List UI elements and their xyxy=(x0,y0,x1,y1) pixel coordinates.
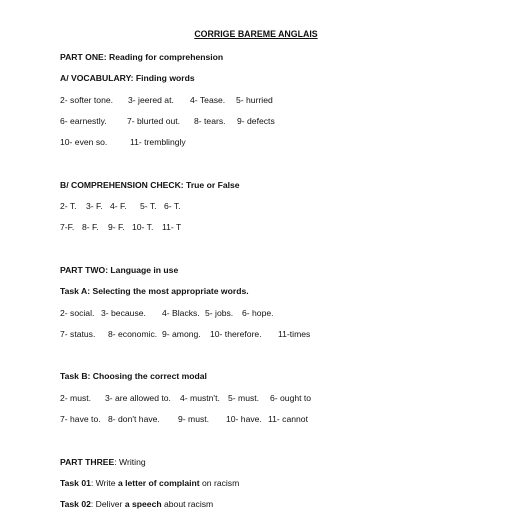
answer-item: 8- tears. xyxy=(194,116,226,126)
answer-item: 7-F. xyxy=(60,222,75,232)
task-02-label: Task 02 xyxy=(60,499,91,509)
answer-item: 9- defects xyxy=(237,116,275,126)
answer-item: 7- blurted out. xyxy=(127,116,181,126)
answer-item: 11- T xyxy=(162,222,182,232)
answer-item: 8- F. xyxy=(82,222,99,232)
answer-item: 2- must. xyxy=(60,393,92,403)
answer-item: 3- are allowed to. xyxy=(105,393,171,403)
answer-item: 10- have. xyxy=(226,414,262,424)
answer-item: 4- Tease. xyxy=(190,95,226,105)
task-02-emphasis: a speech xyxy=(124,499,162,509)
answer-item: 10- therefore. xyxy=(210,329,262,339)
task-01-label: Task 01 xyxy=(60,478,91,488)
answer-item: 5- hurried xyxy=(236,95,273,105)
part-three-subject: : Writing xyxy=(114,457,146,467)
answer-item: 10- even so. xyxy=(60,137,108,147)
part-two-heading: PART TWO: Language in use xyxy=(60,265,179,275)
answer-item: 5- jobs. xyxy=(205,308,234,318)
answer-item: 10- T. xyxy=(132,222,154,232)
answer-item: 9- among. xyxy=(162,329,201,339)
task-01-emphasis: a letter of complaint xyxy=(117,478,200,488)
vocabulary-heading: A/ VOCABULARY: Finding words xyxy=(60,73,195,83)
answer-item: 4- Blacks. xyxy=(162,308,200,318)
answer-item: 3- because. xyxy=(101,308,146,318)
task-02-pre: : Deliver xyxy=(90,499,125,509)
answer-item: 6- T. xyxy=(164,201,181,211)
task-01-pre: : Write xyxy=(90,478,118,488)
task-01-line xyxy=(60,477,239,489)
answer-item: 11- cannot xyxy=(268,414,308,424)
task-b-heading: Task B: Choosing the correct modal xyxy=(60,371,207,381)
answer-item: 8- don't have. xyxy=(108,414,160,424)
task-02-line xyxy=(60,498,213,510)
part-three-label: PART THREE xyxy=(60,457,115,467)
page-title: CORRIGE BAREME ANGLAIS xyxy=(194,29,318,39)
answer-item: 11- tremblingly xyxy=(130,137,186,147)
answer-item: 4- F. xyxy=(110,201,127,211)
answer-item: 2- social. xyxy=(60,308,95,318)
task-02-post: about racism xyxy=(161,499,214,509)
answer-item: 6- hope. xyxy=(242,308,274,318)
answer-item: 3- jeered at. xyxy=(128,95,174,105)
task-01-post: on racism xyxy=(199,478,240,488)
answer-item: 9- must. xyxy=(178,414,210,424)
answer-item: 5- T. xyxy=(140,201,157,211)
task-a-heading: Task A: Selecting the most appropriate words. xyxy=(60,286,249,296)
answer-item: 8- economic. xyxy=(108,329,158,339)
part-one-heading: PART ONE: Reading for comprehension xyxy=(60,52,224,62)
answer-item: 3- F. xyxy=(86,201,103,211)
answer-item: 2- softer tone. xyxy=(60,95,114,105)
answer-item: 9- F. xyxy=(108,222,125,232)
answer-item: 7- status. xyxy=(60,329,96,339)
answer-item: 2- T. xyxy=(60,201,77,211)
answer-item: 7- have to. xyxy=(60,414,101,424)
answer-item: 6- ought to xyxy=(270,393,312,403)
answer-item: 4- mustn't. xyxy=(180,393,220,403)
part-three-heading xyxy=(60,456,146,468)
comprehension-heading: B/ COMPREHENSION CHECK: True or False xyxy=(60,180,240,190)
answer-item: 5- must. xyxy=(228,393,260,403)
answer-item: 11-times xyxy=(278,329,311,339)
answer-item: 6- earnestly. xyxy=(60,116,107,126)
